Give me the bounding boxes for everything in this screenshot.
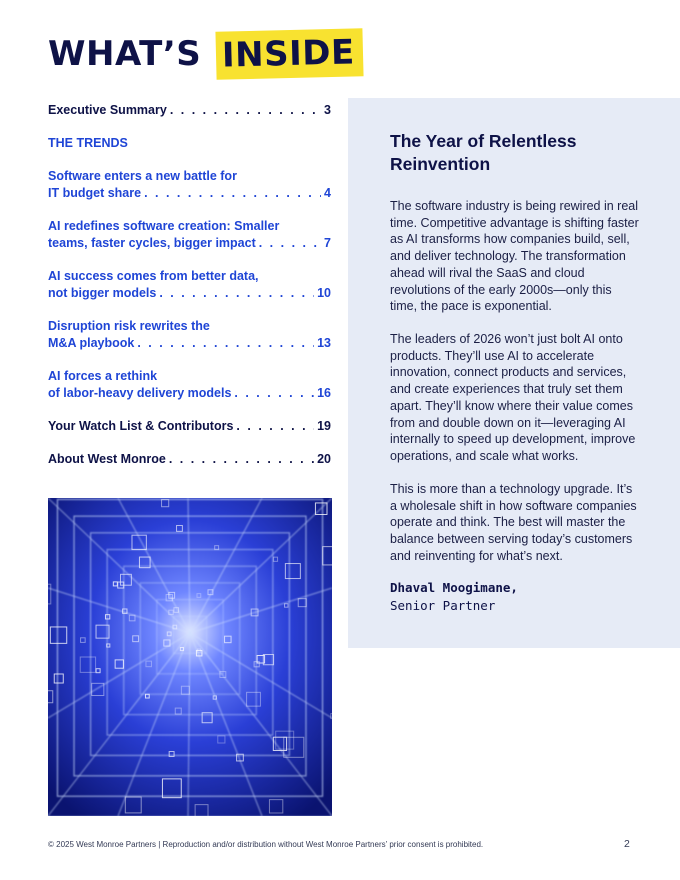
toc-page: 7: [324, 236, 331, 250]
page-number: 2: [624, 838, 630, 850]
toc-page: 19: [317, 419, 331, 433]
toc-item[interactable]: [48, 318, 331, 352]
toc-item-line1: AI forces a rethink: [48, 369, 158, 383]
toc-item-line2: M&A playbook: [48, 336, 135, 350]
intro-panel: [348, 98, 680, 648]
toc-item-line1: AI success comes from better data,: [48, 269, 259, 283]
toc-about[interactable]: [48, 451, 331, 468]
toc-item-line1: AI redefines software creation: Smaller: [48, 219, 280, 233]
toc-page: 10: [317, 286, 331, 300]
intro-paragraph-3: This is more than a technology upgrade. It’s a wholesale shift in how software companies operate and think. The best will master the balance between serving today’s customers and reinventing for what’s next.: [390, 482, 637, 563]
toc-item-line2: teams, faster cycles, bigger impact: [48, 236, 256, 250]
signature-role: Senior Partner: [390, 598, 496, 613]
toc-item[interactable]: [48, 218, 331, 252]
intro-paragraph-1: The software industry is being rewired in real time. Competitive advantage is shifting faster as AI transforms how companies build, sell, and deliver technology. The transformation ahead will rival the SaaS and cloud revolutions of the early 2000s—only this time, the pace is exponential.: [390, 199, 639, 314]
toc-executive-summary[interactable]: [48, 102, 331, 119]
toc-item-line1: Disruption risk rewrites the: [48, 319, 210, 333]
title-part1: WHAT’S: [48, 34, 202, 74]
toc-leader: [144, 185, 321, 202]
title-highlight: INSIDE: [215, 28, 363, 80]
page-title: [48, 30, 362, 78]
toc-watch-list[interactable]: [48, 418, 331, 435]
toc-page: 13: [317, 336, 331, 350]
toc-item[interactable]: [48, 368, 331, 402]
toc-leader: [234, 385, 314, 402]
toc-label: Executive Summary: [48, 103, 167, 117]
toc-leader: [169, 451, 314, 468]
toc-label: About West Monroe: [48, 452, 166, 466]
toc-page: 4: [324, 186, 331, 200]
toc-leader: [159, 285, 314, 302]
toc-page: 16: [317, 386, 331, 400]
toc-page: 20: [317, 452, 331, 466]
toc-leader: [259, 235, 321, 252]
toc-item-line1: Software enters a new battle for: [48, 169, 237, 183]
toc-item[interactable]: [48, 268, 331, 302]
toc-item-line2: IT budget share: [48, 186, 142, 200]
toc-section-head: THE TRENDS: [48, 136, 128, 150]
intro-paragraph-2: The leaders of 2026 won’t just bolt AI onto products. They’ll use AI to accelerate innovation, connect products and services, and create experiences that truly set them apart. They’ll know where their value comes from and double down on it—leveraging AI internally to speed up development, improve operations, and scale what works.: [390, 332, 636, 463]
toc-page: 3: [324, 103, 331, 117]
footer-copyright: © 2025 West Monroe Partners | Reproduction and/or distribution without West Monroe Partners’ prior consent is prohibited.: [48, 840, 484, 849]
signature-name: Dhaval Moogimane,: [390, 580, 518, 595]
toc-leader: [170, 102, 321, 119]
toc-item-line2: of labor-heavy delivery models: [48, 386, 232, 400]
toc-item[interactable]: [48, 168, 331, 202]
toc-label: Your Watch List & Contributors: [48, 419, 234, 433]
toc-leader: [137, 335, 314, 352]
digital-tunnel-image: [48, 498, 332, 816]
toc-item-line2: not bigger models: [48, 286, 157, 300]
toc-leader: [236, 418, 314, 435]
panel-heading: The Year of Relentless Reinvention: [390, 131, 577, 174]
